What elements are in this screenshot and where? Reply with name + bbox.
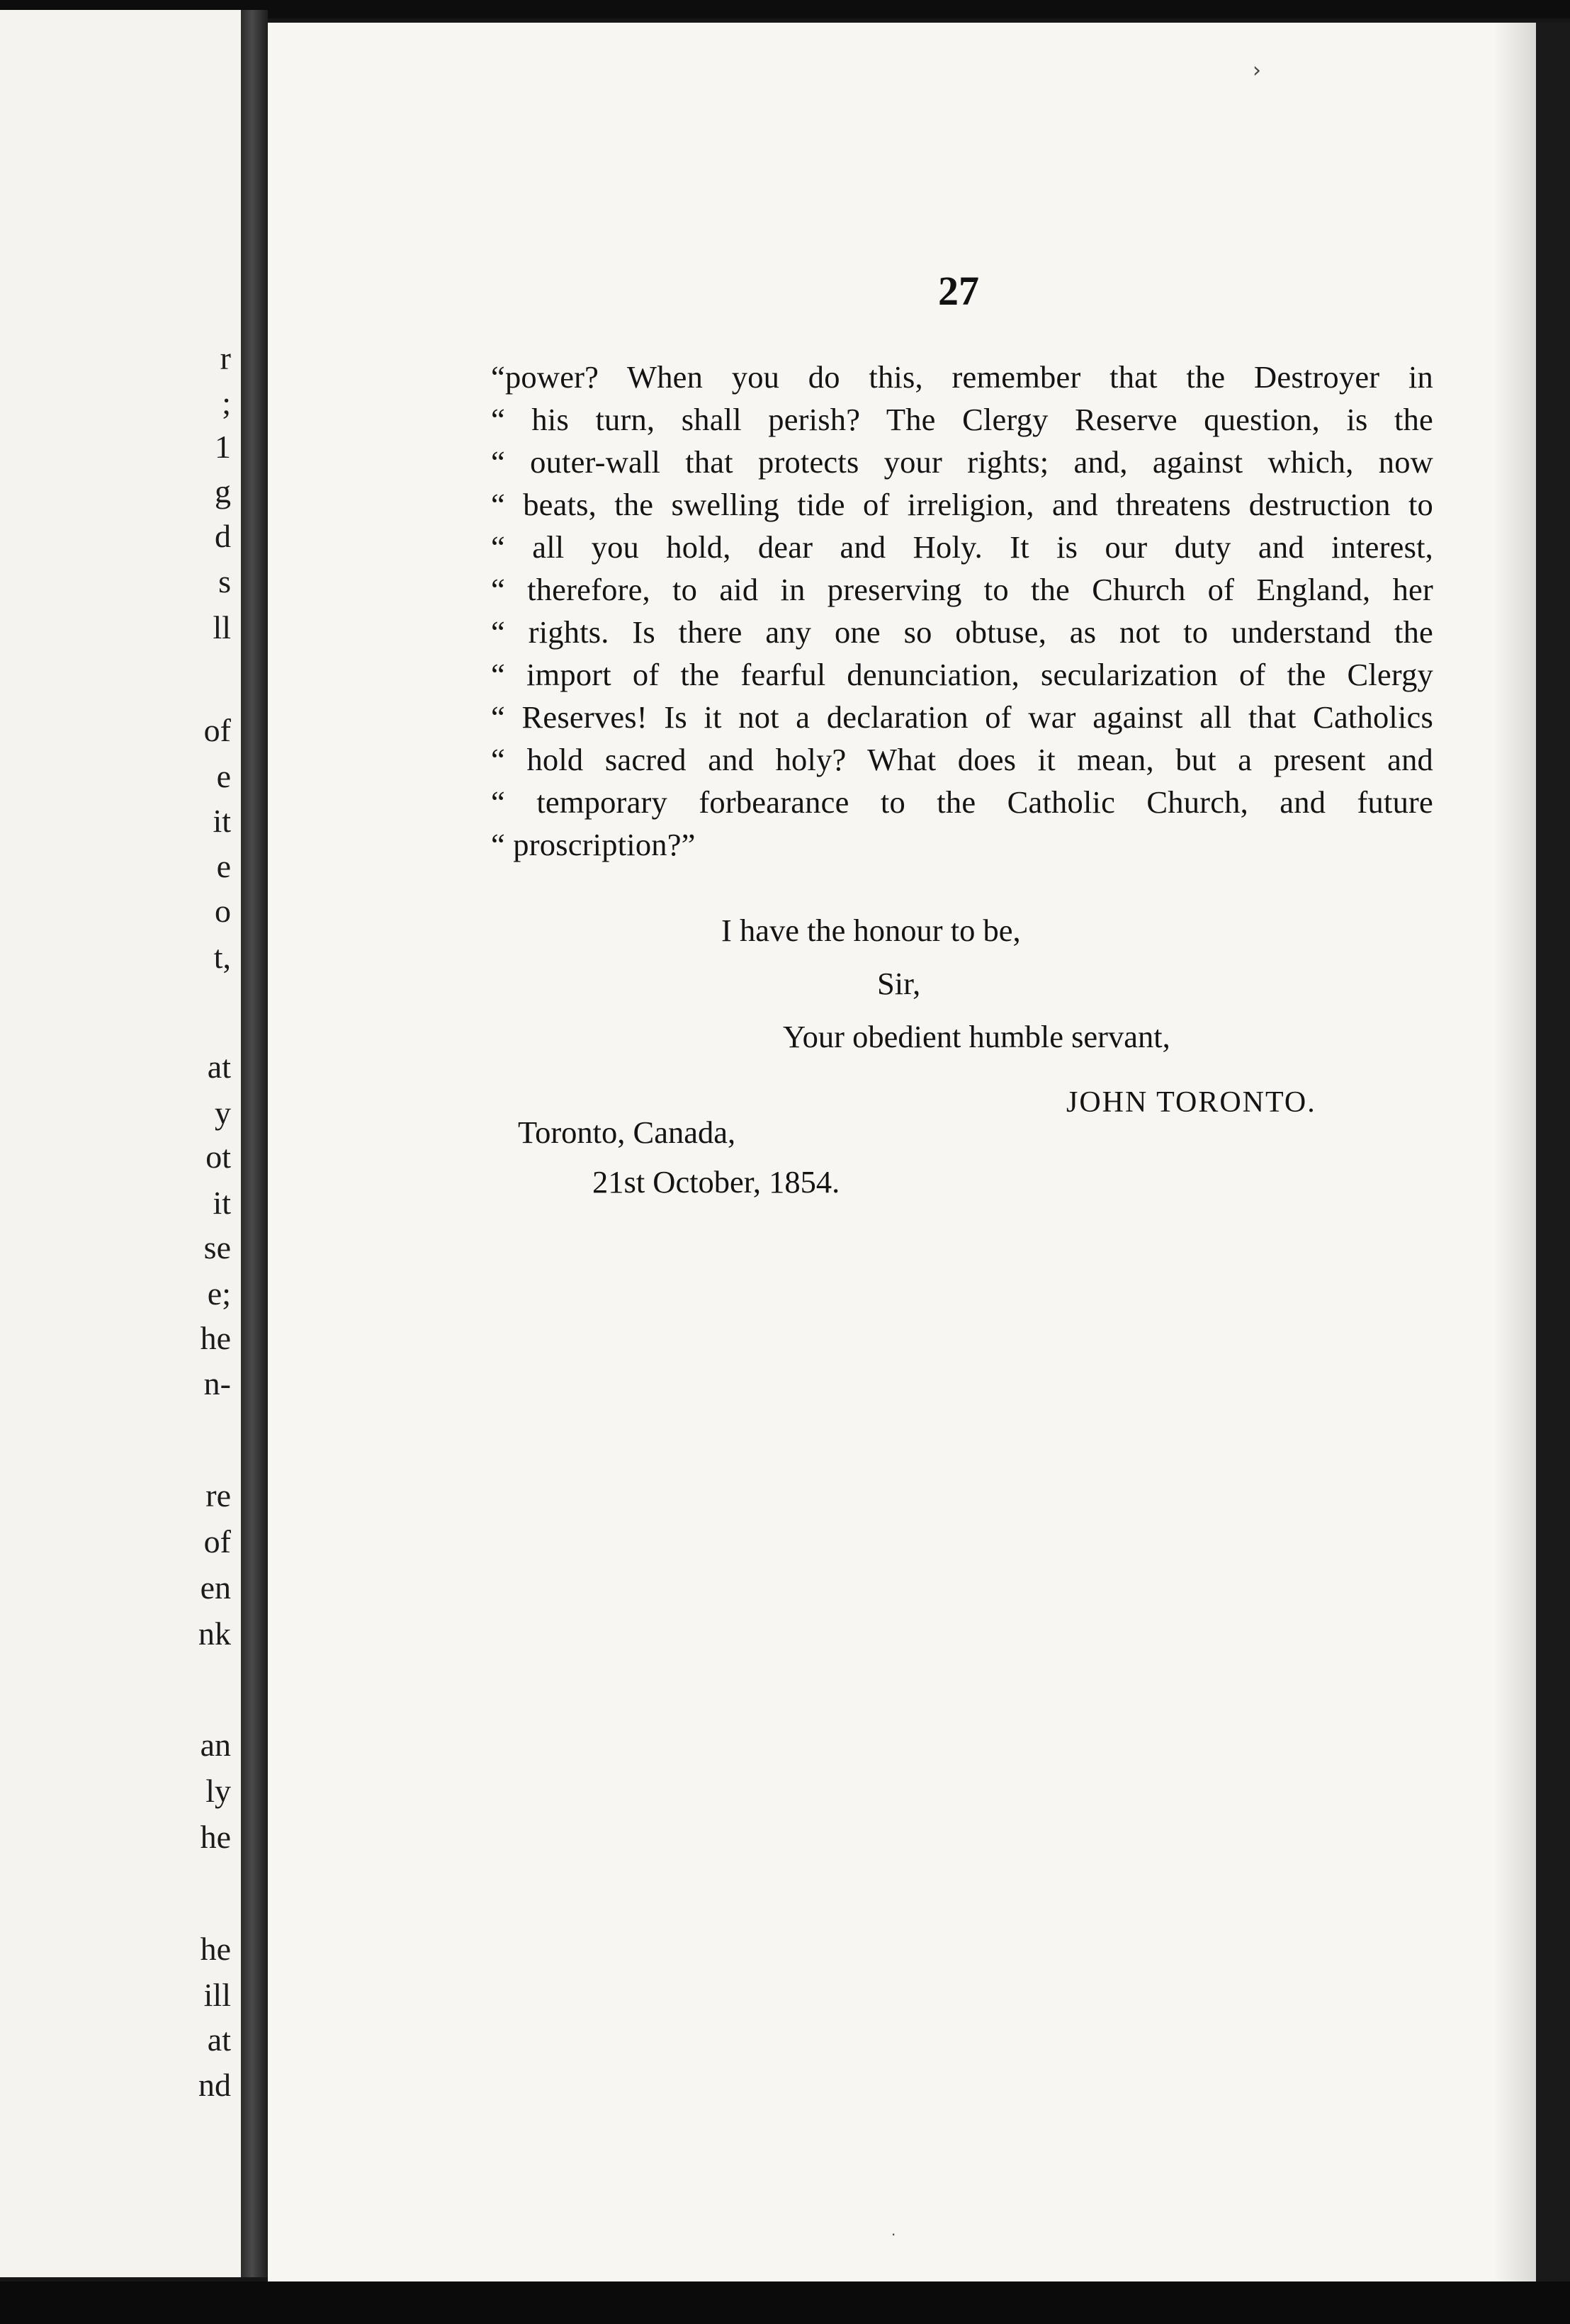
signature: JOHN TORONTO. — [1066, 1086, 1316, 1119]
body-line: “power? When you do this, remember that the Destroyer in — [491, 359, 1433, 395]
body-line: “ beats, the swelling tide of irreligion, and threatens destruction to — [491, 487, 1433, 522]
left-page-fragment: r — [220, 340, 231, 376]
page-edge-shadow — [1493, 23, 1536, 2283]
left-page-fragment: nk — [198, 1615, 231, 1652]
left-page-fragment: nd — [198, 2067, 231, 2103]
letter-body — [491, 356, 1433, 866]
left-page-fragment: ; — [222, 385, 231, 421]
stray-mark: › — [1253, 58, 1261, 83]
date: 21st October, 1854. — [592, 1164, 840, 1200]
left-page-fragment: ill — [203, 1977, 231, 2013]
closing-line-2: Sir, — [877, 966, 921, 1001]
left-page-fragment: g — [215, 473, 231, 509]
body-line: “ outer-wall that protects your rights; and, against which, now — [491, 444, 1433, 480]
left-page-fragment: o — [215, 893, 231, 929]
left-page-fragment: 1 — [215, 429, 231, 465]
book-gutter — [241, 10, 268, 2277]
left-page-fragment: ly — [205, 1773, 231, 1809]
left-page-fragment: ll — [213, 609, 231, 645]
closing-line-3: Your obedient humble servant, — [783, 1019, 1170, 1054]
left-page-edge — [0, 10, 241, 2277]
left-page-fragment: he — [200, 1931, 231, 1967]
left-page-fragment: it — [213, 803, 231, 839]
left-page-fragment: it — [213, 1185, 231, 1221]
stray-mark: · — [891, 2226, 896, 2243]
left-page-fragment: he — [200, 1320, 231, 1356]
left-page-fragment: e — [216, 848, 231, 884]
left-page-fragment: e — [216, 758, 231, 794]
body-line: “ proscription?” — [491, 827, 696, 862]
place: Toronto, Canada, — [518, 1115, 736, 1150]
left-page-fragment: n- — [203, 1365, 231, 1401]
scan-right-edge — [1536, 23, 1570, 2283]
right-page — [268, 23, 1536, 2283]
left-page-fragment: se — [203, 1229, 231, 1265]
scan-bottom-edge — [0, 2281, 1570, 2324]
body-line: “ therefore, to aid in preserving to the Church of England, her — [491, 572, 1433, 607]
body-line: “ all you hold, dear and Holy. It is our duty and interest, — [491, 529, 1433, 565]
left-page-fragment: s — [218, 563, 231, 599]
left-page-fragment: of — [203, 712, 231, 748]
left-page-fragment: y — [215, 1095, 231, 1131]
left-page-fragment: ot — [205, 1139, 231, 1175]
body-line: “ rights. Is there any one so obtuse, as not to understand the — [491, 614, 1433, 650]
left-page-fragment: at — [207, 2021, 231, 2058]
body-line: “ import of the fearful denunciation, secularization of the Clergy — [491, 657, 1433, 692]
left-page-fragment: of — [203, 1523, 231, 1559]
body-line: “ hold sacred and holy? What does it mean, but a present and — [491, 742, 1433, 777]
left-page-fragment: he — [200, 1819, 231, 1855]
left-page-fragment: an — [200, 1727, 231, 1763]
left-page-fragment: at — [207, 1049, 231, 1085]
left-page-fragment: e; — [207, 1275, 231, 1312]
left-page-fragment: d — [215, 518, 231, 554]
left-page-fragment: t, — [213, 939, 231, 975]
body-line: “ temporary forbearance to the Catholic Church, and future — [491, 784, 1433, 820]
closing-line-1: I have the honour to be, — [721, 913, 1021, 948]
body-line: “ Reserves! Is it not a declaration of war against all that Catholics — [491, 699, 1433, 735]
left-page-fragment: en — [200, 1569, 231, 1606]
page-number: 27 — [938, 268, 979, 314]
body-line: “ his turn, shall perish? The Clergy Reserve question, is the — [491, 402, 1433, 437]
left-page-fragment: re — [205, 1477, 231, 1513]
